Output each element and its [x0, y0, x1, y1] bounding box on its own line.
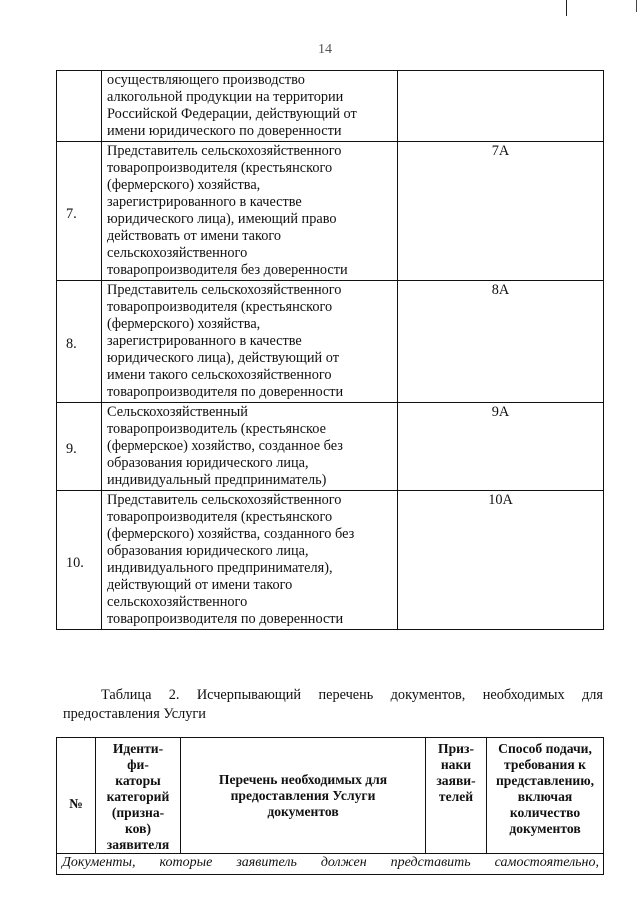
description-line: юридического лица), действующий от	[107, 350, 339, 366]
scan-edge-mark	[636, 0, 637, 12]
description-line: имени юридического по доверенности	[107, 123, 342, 139]
scan-edge-mark	[566, 0, 567, 16]
table-header-row	[57, 738, 604, 854]
header-line: включая	[517, 789, 573, 804]
description-line: индивидуальный предприниматель)	[107, 472, 327, 488]
table-row	[57, 281, 604, 403]
documents-table	[56, 737, 604, 875]
section-note: Документы, которые заявитель должен представить самостоятельно,	[57, 854, 604, 875]
category-description	[102, 71, 398, 142]
header-line: представлению,	[495, 773, 595, 788]
description-line: товаропроизводителя по доверенности	[107, 384, 344, 400]
description-line: юридического лица), имеющий право	[107, 211, 337, 227]
header-line: фи-	[127, 757, 149, 772]
header-line: телей	[438, 789, 474, 804]
description-line: Сельскохозяйственный	[107, 404, 248, 420]
category-code: 7A	[398, 142, 604, 281]
header-submission-method	[487, 738, 604, 854]
applicant-categories-table	[56, 70, 604, 630]
category-description	[102, 491, 398, 630]
row-number	[57, 71, 102, 142]
table-row	[57, 142, 604, 281]
description-line: зарегистрированного в качестве	[107, 194, 302, 210]
header-line: наки	[440, 757, 472, 772]
description-line: имени такого сельскохозяйственного	[107, 367, 332, 383]
row-number: 10.	[57, 491, 102, 630]
category-code: 8A	[398, 281, 604, 403]
header-line: требования к	[504, 757, 586, 772]
header-line: предоставления Услуги	[230, 787, 376, 803]
page-number: 14	[318, 42, 332, 57]
description-line: действовать от имени такого	[107, 228, 282, 244]
description-line: (фермерского) хозяйства,	[107, 316, 261, 332]
description-line: Представитель сельскохозяйственного	[107, 492, 342, 508]
header-line: заявителя	[106, 837, 170, 852]
description-line: (фермерское) хозяйство, созданное без	[107, 438, 343, 454]
header-documents-list	[181, 738, 426, 854]
header-line: категорий	[106, 789, 170, 804]
description-line: Российской Федерации, действующий от	[107, 106, 357, 122]
header-line: каторы	[115, 773, 161, 788]
description-line: образования юридического лица,	[107, 455, 309, 471]
header-line: количество	[509, 805, 581, 820]
category-code: 9A	[398, 403, 604, 491]
description-line: действующий от имени такого	[107, 577, 293, 593]
description-line: образования юридического лица,	[107, 543, 309, 559]
description-line: товаропроизводителя (крестьянского	[107, 509, 333, 525]
description-line: Представитель сельскохозяйственного	[107, 143, 342, 159]
row-number: 8.	[57, 281, 102, 403]
row-number: 9.	[57, 403, 102, 491]
description-line: Представитель сельскохозяйственного	[107, 282, 342, 298]
header-number: №	[57, 738, 96, 854]
description-line: (фермерского) хозяйства, созданного без	[107, 526, 355, 542]
description-line: товаропроизводителя по доверенности	[107, 611, 344, 627]
category-description	[102, 142, 398, 281]
header-line: (призна-	[111, 805, 165, 820]
header-line: ков)	[125, 821, 151, 836]
category-code	[398, 71, 604, 142]
header-line: документов	[509, 821, 581, 836]
header-line: Приз-	[438, 741, 474, 756]
header-line: Иденти-	[112, 741, 164, 756]
description-line: сельскохозяйственного	[107, 594, 248, 610]
description-line: сельскохозяйственного	[107, 245, 248, 261]
description-line: зарегистрированного в качестве	[107, 333, 302, 349]
description-line: (фермерского) хозяйства,	[107, 177, 261, 193]
description-line: осуществляющего производство	[107, 72, 305, 88]
category-description	[102, 403, 398, 491]
category-code: 10A	[398, 491, 604, 630]
table-row	[57, 403, 604, 491]
header-identifiers	[96, 738, 181, 854]
description-line: товаропроизводителя без доверенности	[107, 262, 348, 278]
description-line: товаропроизводителя (крестьянского	[107, 299, 333, 315]
category-description	[102, 281, 398, 403]
row-number: 7.	[57, 142, 102, 281]
header-line: документов	[267, 803, 339, 819]
description-line: алкогольной продукции на территории	[107, 89, 344, 105]
table-row	[57, 71, 604, 142]
header-line: Способ подачи,	[498, 741, 592, 756]
header-line: заяви-	[436, 773, 476, 788]
caption-line: Таблица 2. Исчерпывающий перечень документов, необходимых для	[101, 687, 603, 703]
header-line: Перечень необходимых для	[218, 771, 388, 787]
header-applicant-signs	[426, 738, 487, 854]
table-row	[57, 491, 604, 630]
description-line: индивидуального предпринимателя),	[107, 560, 333, 576]
table-caption	[63, 686, 603, 724]
description-line: товаропроизводитель (крестьянское	[107, 421, 326, 437]
description-line: товаропроизводителя (крестьянского	[107, 160, 333, 176]
table-row	[57, 854, 604, 875]
caption-line: предоставления Услуги	[63, 706, 206, 722]
